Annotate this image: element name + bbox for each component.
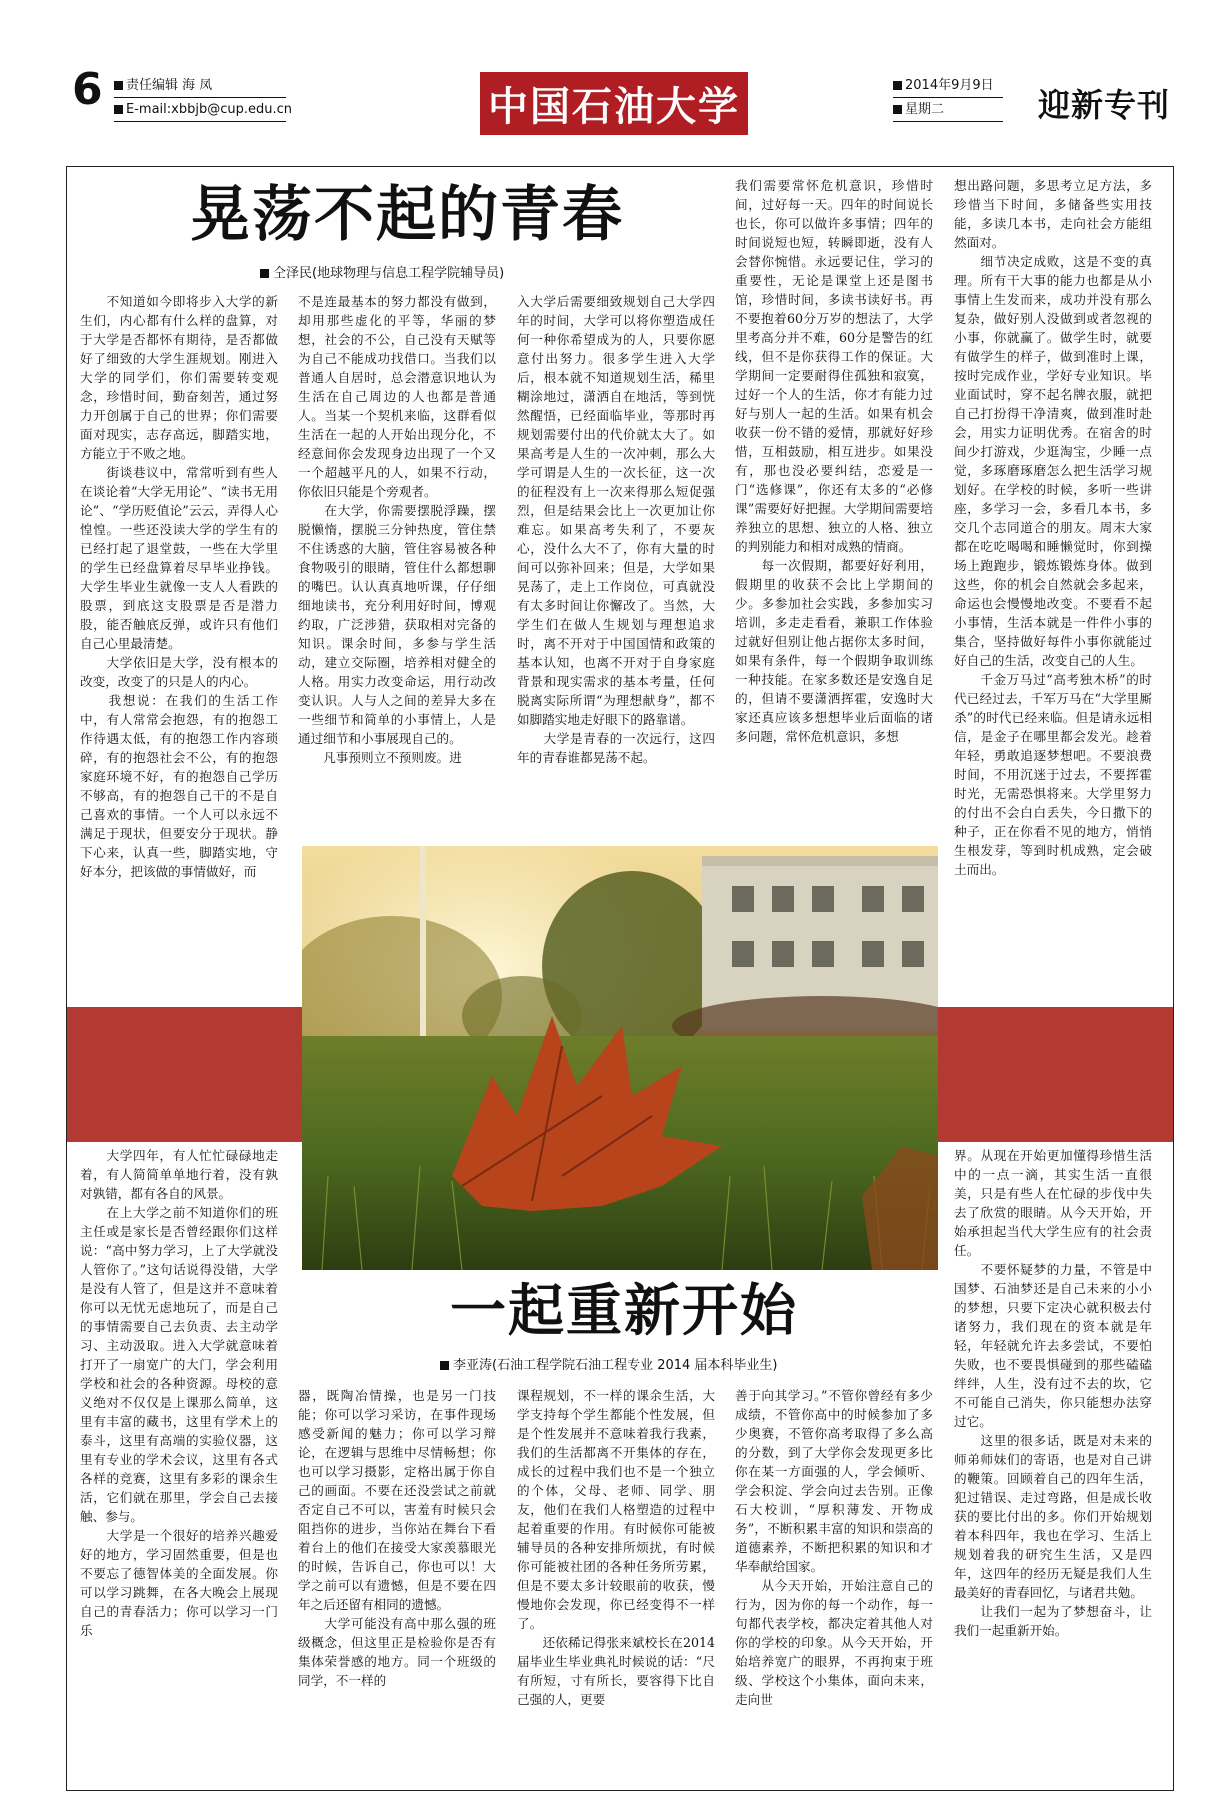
article2-col1: 大学四年，有人忙忙碌碌地走着，有人简简单单地行着，没有孰对孰错，都有各自的风景。 在上大学之前不知道你们的班主任或是家长是否曾经跟你们这样说：“高中努力学习，上了大学就没人管你了。”这句话说得没错，大学是没有人管了，但是这并不意味着你可以无忧无虑地玩了，而是自己的事情需要自己去负责、去主动学习、主动汲取。进入大学就意味着打开了一扇宽广的大门，学会利用学校和社会的各种资源。母校的意义绝对不仅仅是上课那么简单，这里有丰富的藏书，这里有学术上的泰斗，这里有高端的实验仪器，这里有专业的学术会议，这里有各式各样的竞赛，这里有多彩的课余生活，它们就在那里，学会自己去接触、参与。 大学是一个很好的培养兴趣爱好的地方，学习固然重要，但是也不要忘了德智体美的全面发展。你可以学习跳舞，在各大晚会上展现自己的青春活力；你可以学习一门乐: [80, 1148, 278, 1638]
editor-text: 责任编辑 海 凤: [126, 78, 213, 93]
article2-title: 一起重新开始: [450, 1278, 798, 1344]
article1-byline-text: 仝泽民(地球物理与信息工程学院辅导员): [273, 266, 505, 281]
date-line: [893, 77, 994, 95]
article2-col4: 善于向其学习。”不管你曾经有多少成绩，不管你高中的时候参加了多少奥赛，不管你高考取得了多么高的分数，到了大学你会发现更多比你在某一方面强的人，学会倾听、学会积淀、学会向过去告别。正像石大校训，“厚积薄发、开物成务”，不断积累丰富的知识和崇高的道德素养，不断把积累的知识和才华奉献给国家。 从今天开始，开始注意自己的行为，因为你的每一个动作，每一句都代表学校，都决定着其他人对你的学校的印象。从今天开始，开始培养宽广的眼界，不再拘束于班级、学校这个小集体，面向未来，走向世: [735, 1388, 933, 1707]
article2-byline: [440, 1354, 778, 1373]
bullet-square-icon: [114, 105, 123, 114]
article1-col1: 不知道如今即将步入大学的新生们，内心都有什么样的盘算，对于大学是否都怀有期待，是否都做好了细致的大学生涯规划。刚进入大学的同学们，你们需要转变观念，珍惜时间，勤奋刻苦，通过努力开创属于自己的世界；你们需要面对现实，志存高远，脚踏实地，方能立于不败之地。 街谈巷议中，常常听到有些人在谈论着“大学无用论”、“读书无用论”、“学历贬值论”云云，弄得人心惶惶。一些还没读大学的学生有的已经打起了退堂鼓，一些在大学里的学生已经盘算着尽早毕业挣钱。大学生毕业生就像一支人人看跌的股票，到底这支股票是否是潜力股，能否触底反弹，或许只有他们自己心里最清楚。 大学依旧是大学，没有根本的改变，改变了的只是人的内心。 我想说：在我们的生活工作中，有人常常会抱怨，有的抱怨工作待遇太低，有的抱怨工作内容琐碎，有的抱怨社会不公，有的抱怨家庭环境不好，有的抱怨自己学历不够高，有的抱怨自己干的不是自己喜欢的事情。一个人可以永远不满足于现状，但要安分于现状。静下心来，认真一些，脚踏实地，守好本分，把该做的事情做好，而: [80, 294, 278, 879]
email-line: [114, 101, 292, 119]
weekday-text: 星期二: [905, 102, 945, 117]
bullet-square-icon: [893, 81, 902, 90]
masthead-text: 中国石油大学: [488, 83, 740, 130]
weekday-line: [893, 101, 944, 119]
article1-col4: 我们需要常怀危机意识，珍惜时间，过好每一天。四年的时间说长也长，你可以做许多事情；四年的时间说短也短，转瞬即逝，没有人会替你惋惜。永远要记住，学习的重要性，无论是课堂上还是图书馆，珍惜时间，多读书读好书。再不要抱着60分万岁的想法了，大学里考高分并不难，60分是警告的红线，但不是你获得工作的保证。大学期间一定要耐得住孤独和寂寞，过好一个人的生活，你才有能力过好与别人一起的生活。如果有机会收获一份不错的爱情，那就好好珍惜，互相鼓励，相互进步。如果没有，那也没必要纠结，恋爱是一门“选修课”，你还有太多的“必修课”需要好好把握。大学期间需要培养独立的思想、独立的人格、独立的判别能力和相对成熟的情商。 每一次假期，都要好好利用，假期里的收获不会比上学期间的少。多参加社会实践，多参加实习培训，多走走看看，兼职工作体验过就好但别让他占据你太多时间，如果有条件，每一个假期争取训练一种技能。在家多数还是安逸自足的，但请不要潇洒挥霍，安逸时大家还真应该多想想毕业后面临的诸多问题，常怀危机意识，多想: [735, 178, 933, 744]
date-text: 2014年9月9日: [905, 78, 994, 93]
section-title: 迎新专刊: [1037, 86, 1170, 124]
bullet-square-icon: [114, 81, 123, 90]
article2-byline-text: 李亚涛(石油工程学院石油工程专业 2014 届本科毕业生): [453, 1358, 778, 1373]
masthead-logo: [480, 72, 748, 135]
header-rule: [893, 97, 1003, 98]
article1-byline: [260, 262, 504, 281]
campus-photo: [302, 846, 938, 1270]
header-rule: [893, 121, 1003, 122]
article2-col3: 课程规划，不一样的课余生活，大学支持每个学生都能个性发展，但是个性发展并不意味着我行我素，我们的生活都离不开集体的存在，成长的过程中我们也不是一个独立的个体，父母、老师、同学、朋友，他们在我们人格塑造的过程中起着重要的作用。有时候你可能被辅导员的各种安排所烦扰，有时候你可能被社团的各种任务所劳累，但是不要太多计较眼前的收获，慢慢地你会发现，你已经变得不一样了。 还依稀记得张来斌校长在2014届毕业生毕业典礼时候说的话：“尺有所短，寸有所长，要容得下比自己强的人，更要: [517, 1388, 715, 1707]
email-text: E-mail:xbbjb@cup.edu.cn: [126, 102, 292, 117]
red-band-right: [938, 1007, 1173, 1142]
header-rule: [114, 97, 286, 98]
page-number: 6: [72, 64, 103, 115]
editor-line: [114, 77, 212, 95]
article2-col5: 界。从现在开始更加懂得珍惜生活中的一点一滴，其实生活一直很美，只是有些人在忙碌的步伐中失去了欣赏的眼睛。从今天开始，开始承担起当代大学生应有的社会责任。 不要怀疑梦的力量，不管是中国梦、石油梦还是自己未来的小小的梦想，只要下定决心就积极去付诸努力，我们现在的资本就是年轻，年轻就允许去多尝试，不要怕失败，也不要畏惧碰到的那些磕磕绊绊，人生，没有过不去的坎，它不可能自己消失，你只能想办法穿过它。 这里的很多话，既是对未来的师弟师妹们的寄语，也是对自己讲的鞭策。回顾着自己的四年生活，犯过错误、走过弯路，但是成长收获的要比付出的多。你们开始规划着本科四年，我也在学习、生活上规划着我的研究生生活，又是四年，这四年的经历无疑是我们人生最美好的青春回忆，与诸君共勉。 让我们一起为了梦想奋斗，让我们一起重新开始。: [954, 1148, 1152, 1638]
campus-photo-image: [302, 846, 938, 1270]
article2-col2: 器，既陶冶情操，也是另一门技能；你可以学习采访，在事件现场感受新闻的魅力；你可以学习辩论，在逻辑与思维中尽情畅想；你也可以学习摄影，定格出属于你自己的画面。不要在还没尝试之前就否定自己不可以，害羞有时候只会阻挡你的进步，当你站在舞台下看着台上的他们在接受大家羡慕眼光的时候，告诉自己，你也可以！大学之前可以有遗憾，但是不要在四年之后还留有相同的遗憾。 大学可能没有高中那么强的班级概念，但这里正是检验你是否有集体荣誉感的地方。同一个班级的同学，不一样的: [298, 1388, 496, 1688]
bullet-square-icon: [260, 269, 269, 278]
article1-col2: 不是连最基本的努力都没有做到，却用那些虚化的平等，华丽的梦想，社会的不公，自己没有天赋等为自己不能成功找借口。当我们以普通人自居时，总会潜意识地认为生活在自己周边的人也都是普通人。当某一个契机来临，这群看似生活在一起的人开始出现分化，不经意间你会发现身边出现了一个又一个超越平凡的人，如果不行动，你依旧只能是个旁观者。 在大学，你需要摆脱浮躁，摆脱懒惰，摆脱三分钟热度，管住禁不住诱惑的大脑，管住容易被各种食物吸引的眼睛，管住什么都想聊的嘴巴。认认真真地听课，仔仔细细地读书，充分利用好时间，博观约取，广泛涉猎，获取相对完备的知识。课余时间，多参与学生活动，建立交际圈，培养相对健全的人格。用实力改变命运，用行动改变认识。人与人之间的差异大多在一些细节和简单的小事情上，人是通过细节和小事展现自己的。 凡事预则立不预则废。进: [298, 294, 496, 765]
header-rule: [114, 121, 286, 122]
article1-title: 晃荡不起的青春: [190, 180, 624, 250]
red-band-left: [67, 1007, 302, 1142]
bullet-square-icon: [893, 105, 902, 114]
bullet-square-icon: [440, 1361, 449, 1370]
article1-col5: 想出路问题，多思考立足方法，多珍惜当下时间，多储备些实用技能，多读几本书，走向社会方能组然面对。 细节决定成败，这是不变的真理。所有干大事的能力也都是从小事情上生发而来，成功并没有那么复杂，做好别人没做到或者忽视的小事，你就赢了。做学生时，就要有做学生的样子，做到准时上课，按时完成作业，学好专业知识。毕业面试时，穿不起名牌衣服，就把自己打扮得干净清爽，做到准时赴会，用实力证明优秀。在宿舍的时间少打游戏，少逛淘宝，少睡一点觉，多琢磨琢磨怎么把生活学习规划好。在学校的时候，多听一些讲座，多学习一会，多看几本书，多交几个志同道合的朋友。周末大家都在吃吃喝喝和睡懒觉时，你到操场上跑跑步，锻炼锻炼身体。做到这些，你的机会自然就会多起来，命运也会慢慢地改变。不要看不起小事情，生活本就是一件件小事的集合，坚持做好每件小事你就能过好自己的生活，改变自己的人生。 千金万马过“高考独木桥”的时代已经过去，千军万马在“大学里厮杀”的时代已经来临。但是请永远相信，是金子在哪里都会发光。趁着年轻，勇敢追逐梦想吧。不要浪费时间，不用沉迷于过去，不要挥霍时光，无需恐惧将来。大学里努力的付出不会白白丢失，今日撒下的种子，正在你看不见的地方，悄悄生根发芽，等到时机成熟，定会破土而出。: [954, 178, 1152, 877]
article1-col3: 入大学后需要细致规划自己大学四年的时间，大学可以将你塑造成任何一种你希望成为的人，只要你愿意付出努力。很多学生进入大学后，根本就不知道规划生活，稀里糊涂地过，潇洒自在地活，等到恍然醒悟，已经面临毕业，等那时再规划需要付出的代价就太大了。如果高考是人生的一次冲刺，那么大学可谓是人生的一次长征，这一次的征程没有上一次来得那么短促强烈，但是结果会比上一次更加让你难忘。如果高考失利了，不要灰心，没什么大不了，你有大量的时间可以弥补回来；但是，大学如果晃荡了，走上工作岗位，可真就没有太多时间让你懈改了。当然，大学生们在做人生规划与理想追求时，离不开对于中国国情和政策的基本认知，也离不开对于自身家庭背景和现实需求的基本考量，任何脱离实际所谓“为理想献身”，都不如脚踏实地走好眼下的路靠谱。 大学是青春的一次远行，这四年的青春谁都晃荡不起。: [517, 294, 715, 765]
